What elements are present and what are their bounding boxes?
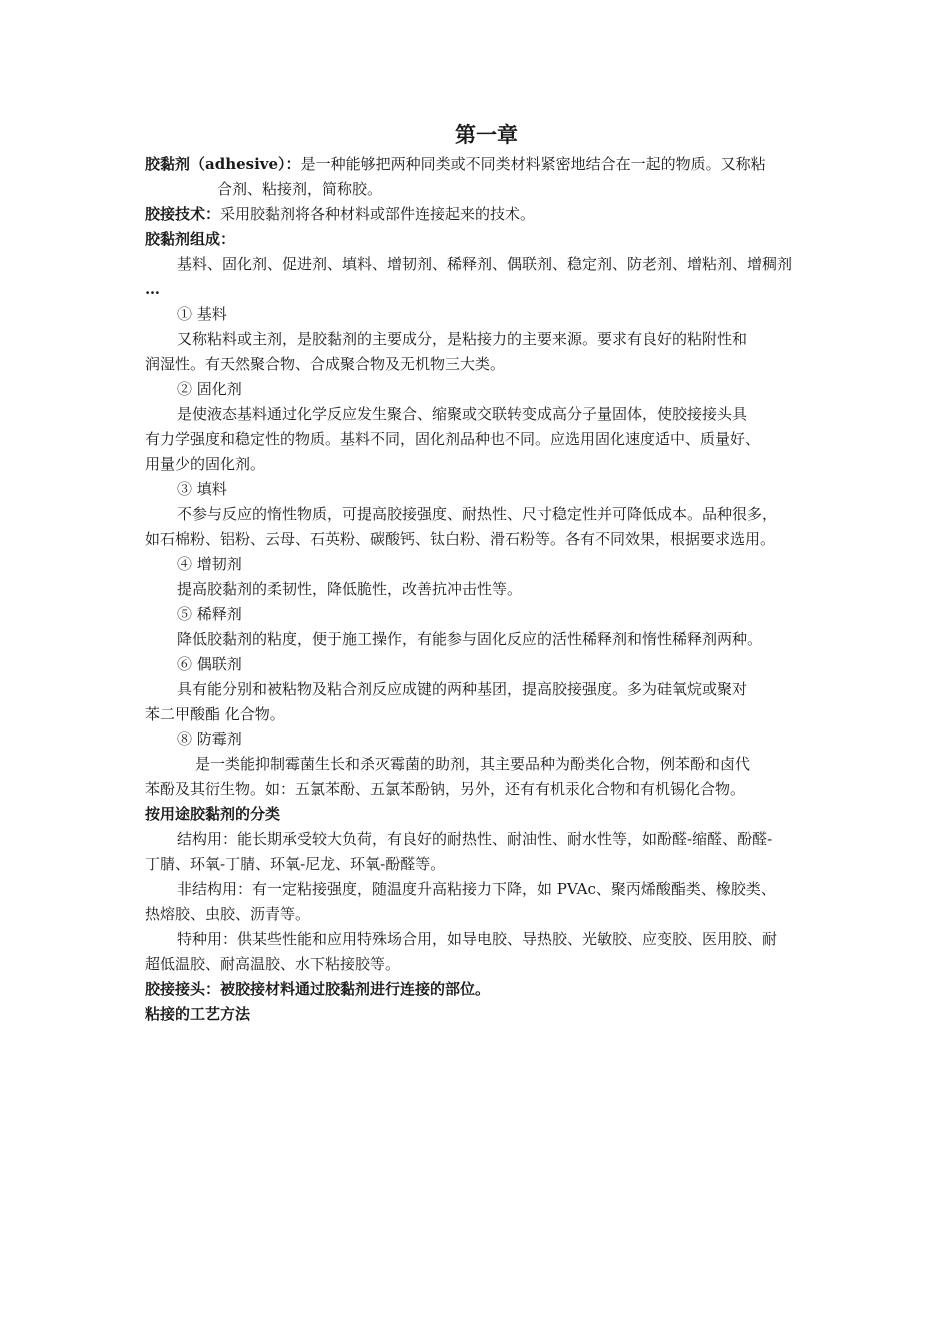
- classification-line: 非结构用：有一定粘接强度，随温度升高粘接力下降，如 PVAc、聚丙烯酸酯类、橡胶类、: [177, 880, 776, 898]
- composition-list-line1: 基料、固化剂、促进剂、填料、增韧剂、稀释剂、偶联剂、稳定剂、防老剂、增粘剂、增稠剂: [177, 255, 793, 273]
- item-line: 又称粘料或主剂，是胶黏剂的主要成分，是粘接力的主要来源。要求有良好的粘附性和: [177, 330, 748, 348]
- item-line: 苯二甲酸酯 化合物。: [145, 705, 285, 723]
- item-line: 用量少的固化剂。: [145, 455, 266, 473]
- classification-heading: 按用途胶黏剂的分类: [145, 805, 281, 823]
- item-line: 是使液态基料通过化学反应发生聚合、缩聚或交联转变成高分子量固体，使胶接接头具: [177, 405, 748, 423]
- definition-term: 胶黏剂（adhesive）：: [145, 155, 301, 173]
- classification-line: 特种用：供某些性能和应用特殊场合用，如导电胶、导热胶、光敏胶、应变胶、医用胶、耐: [177, 930, 778, 948]
- definition-paragraph: [145, 152, 818, 177]
- item-line: 不参与反应的惰性物质，可提高胶接强度、耐热性、尺寸稳定性并可降低成本。品种很多，: [177, 505, 778, 523]
- item-line: 是一类能抑制霉菌生长和杀灭霉菌的助剂，其主要品种为酚类化合物，例苯酚和卤代: [195, 755, 751, 773]
- composition-list-line2: …: [145, 280, 160, 298]
- definition-text-line2: 合剂、粘接剂，简称胶。: [217, 180, 383, 198]
- chapter-title: 第一章: [455, 122, 518, 147]
- item-line: 有力学强度和稳定性的物质。基料不同，固化剂品种也不同。应选用固化速度适中、质量好、: [145, 430, 761, 448]
- item-label: ④ 增韧剂: [177, 555, 242, 573]
- definition-text-line1: 是一种能够把两种同类或不同类材料紧密地结合在一起的物质。又称粘: [300, 155, 766, 173]
- item-label: ⑥ 偶联剂: [177, 655, 242, 673]
- classification-line: 热熔胶、虫胶、沥青等。: [145, 905, 311, 923]
- item-line: 润湿性。有天然聚合物、合成聚合物及无机物三大类。: [145, 355, 506, 373]
- classification-line: 超低温胶、耐高温胶、水下粘接胶等。: [145, 955, 401, 973]
- composition-heading: 胶黏剂组成：: [145, 230, 236, 248]
- item-label: ⑤ 稀释剂: [177, 605, 242, 623]
- classification-line: 结构用：能长期承受较大负荷，有良好的耐热性、耐油性、耐水性等，如酚醛-缩醛、酚醛-: [177, 830, 773, 848]
- item-label: ③ 填料: [177, 480, 227, 498]
- classification-line: 丁腈、环氧-丁腈、环氧-尼龙、环氧-酚醛等。: [145, 855, 446, 873]
- item-line: 降低胶黏剂的粘度，便于施工操作，有能参与固化反应的活性稀释剂和惰性稀释剂两种。: [177, 630, 763, 648]
- item-line: 如石棉粉、铝粉、云母、石英粉、碳酸钙、钛白粉、滑石粉等。各有不同效果，根据要求选用。: [145, 530, 776, 548]
- item-label: ⑧ 防霉剂: [177, 730, 242, 748]
- item-label: ① 基料: [177, 305, 227, 323]
- item-line: 提高胶黏剂的柔韧性，降低脆性，改善抗冲击性等。: [177, 580, 523, 598]
- item-line: 苯酚及其衍生物。如：五氯苯酚、五氯苯酚钠，另外，还有有机汞化合物和有机锡化合物。: [145, 780, 746, 798]
- process-heading: 粘接的工艺方法: [145, 1005, 251, 1023]
- joint-definition: 胶接接头：被胶接材料通过胶黏剂进行连接的部位。: [145, 980, 491, 998]
- technique-term: 胶接技术：: [145, 205, 221, 223]
- technique-text: 采用胶黏剂将各种材料或部件连接起来的技术。: [220, 205, 536, 223]
- item-label: ② 固化剂: [177, 380, 242, 398]
- technique-paragraph: [145, 202, 818, 227]
- item-line: 具有能分别和被粘物及粘合剂反应成键的两种基团，提高胶接强度。多为硅氧烷或聚对: [177, 680, 748, 698]
